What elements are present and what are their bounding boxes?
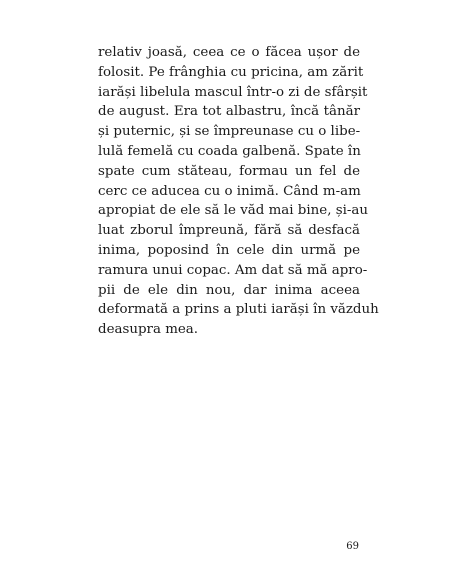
page-number: 69 (346, 541, 359, 552)
body-paragraph (98, 43, 379, 340)
text-line: iarăși libelula mascul într-o zi de sfârșit (98, 84, 368, 100)
text-line: apropiat de ele să le văd mai bine, și-au (98, 203, 369, 219)
text-line: relativ joasă, ceea ce o făcea ușor de (98, 45, 360, 60)
text-line: ramura unui copac. Am dat să mă apro- (98, 262, 368, 278)
text-line: deformată a prins a pluti iarăși în văzduh (98, 302, 379, 318)
text-line: spate cum stăteau, formau un fel de (98, 163, 360, 179)
text-line: cerc ce aducea cu o inimă. Când m-am (98, 183, 361, 199)
text-line: pii de ele din nou, dar inima aceea (98, 282, 360, 298)
text-line: lulă femelă cu coada galbenă. Spate în (98, 143, 361, 159)
text-line: de august. Era tot albastru, încă tânăr (98, 104, 360, 120)
text-line: și puternic, și se împreunase cu o libe- (98, 124, 361, 140)
text-line: inima, poposind în cele din urmă pe (98, 242, 360, 258)
text-line: deasupra mea. (98, 322, 199, 338)
text-line: folosit. Pe frânghia cu pricina, am zărit (98, 64, 364, 80)
text-line: luat zborul împreună, fără să desfacă (98, 223, 360, 239)
